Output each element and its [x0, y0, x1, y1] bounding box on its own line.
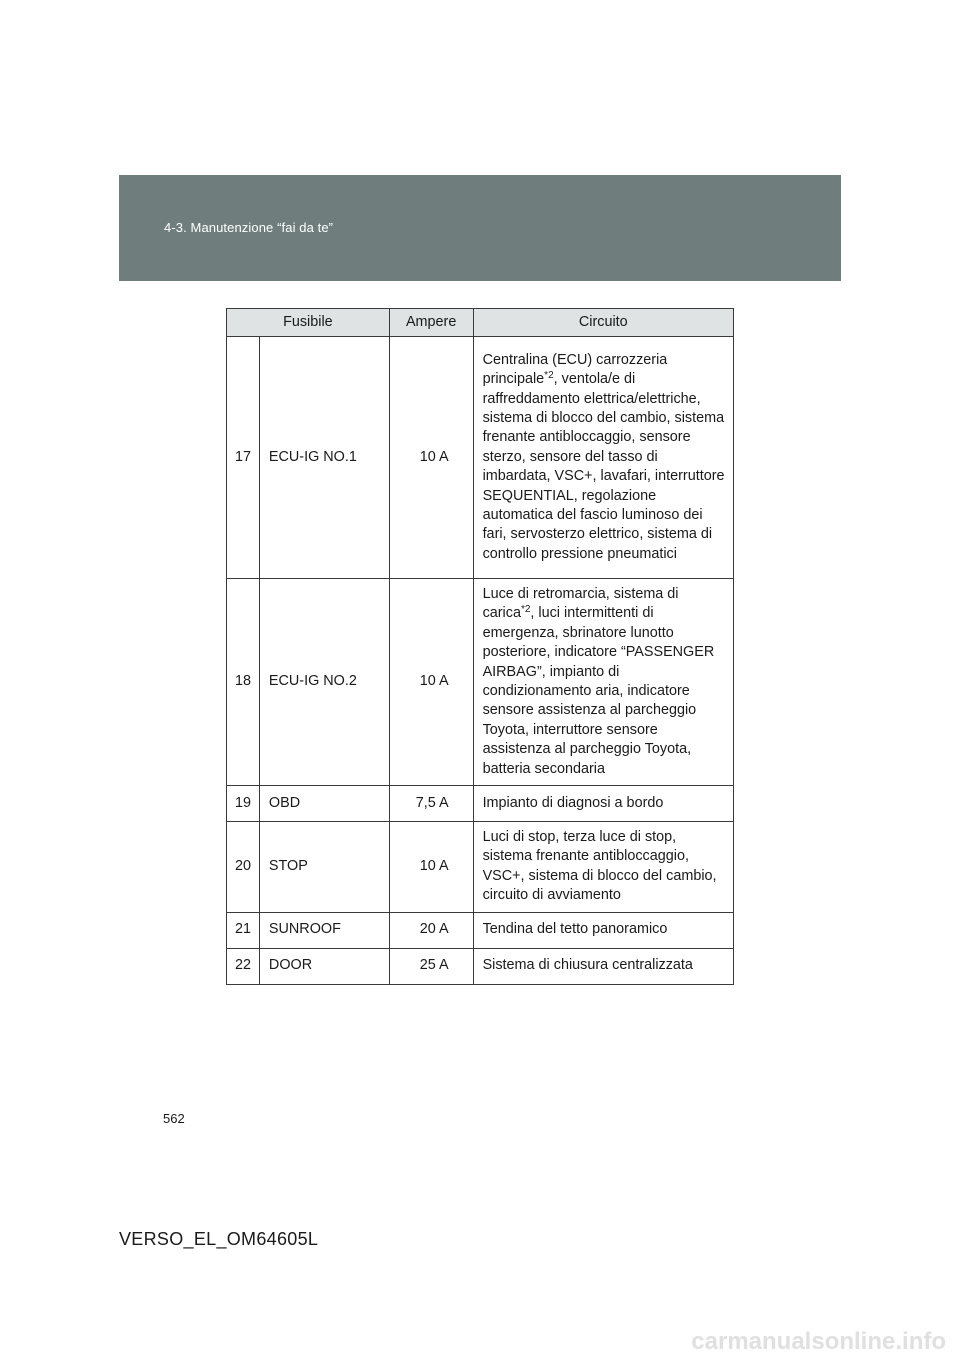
fuse-circuit	[473, 579, 733, 786]
section-header-band	[119, 175, 841, 281]
fuse-ampere: 7,5 A	[389, 786, 473, 822]
footnote-mark: *2	[544, 370, 554, 382]
fuse-ampere: 10 A	[389, 337, 473, 579]
fuse-circuit: Impianto di diagnosi a bordo	[473, 786, 733, 822]
fuse-name: OBD	[259, 786, 389, 822]
table-row	[227, 912, 734, 948]
fuse-ampere: 25 A	[389, 948, 473, 984]
circuit-text: Centralina (ECU) carrozzeria principale	[482, 351, 668, 388]
column-header-circuito: Circuito	[473, 309, 733, 337]
table-header-row	[227, 309, 734, 337]
table-row	[227, 579, 734, 786]
fuse-circuit: Luci di stop, terza luce di stop, sistema frenante antibloccaggio, VSC+, sistema di blocco del cambio, circuito di avviamento	[473, 822, 733, 913]
fuse-name: ECU-IG NO.1	[259, 337, 389, 579]
watermark: carmanualsonline.info	[691, 1328, 946, 1355]
fuse-ampere: 10 A	[389, 579, 473, 786]
circuit-text-continued: , luci intermittenti di emergenza, sbrinatore lunotto posteriore, indicatore “PASSENGER AIRBAG”, impianto di condizionamento aria, indicatore sensore assistenza al parcheggio Toyota, interruttore sensore assistenza al parcheggio Toyota, batteria secondaria	[482, 605, 715, 777]
fuse-number: 20	[227, 822, 260, 913]
table-row	[227, 786, 734, 822]
fuse-name: SUNROOF	[259, 912, 389, 948]
fuse-name: ECU-IG NO.2	[259, 579, 389, 786]
table-row	[227, 948, 734, 984]
footnote-mark: *2	[520, 604, 531, 616]
fuse-ampere: 10 A	[389, 822, 473, 913]
fuse-number: 19	[227, 786, 260, 822]
fuse-name: DOOR	[259, 948, 389, 984]
page-number: 562	[163, 1111, 185, 1126]
circuit-text-continued: , ventola/e di raffreddamento elettrica/elettriche, sistema di blocco del cambio, sistema frenante antibloccaggio, sensore sterzo, sensore del tasso di imbardata, VSC+, lavafari, interruttore SEQUENTIAL, regolazione automatica del fascio luminoso dei fari, servosterzo elettrico, sistema di controllo pressione pneumatici	[482, 371, 725, 562]
fuse-ampere: 20 A	[389, 912, 473, 948]
column-header-ampere: Ampere	[389, 309, 473, 337]
fuse-number: 21	[227, 912, 260, 948]
section-title: 4-3. Manutenzione “fai da te”	[164, 220, 334, 235]
column-header-fusibile: Fusibile	[227, 309, 390, 337]
fuse-table	[226, 308, 734, 985]
circuit-text: Luce di retromarcia, sistema di carica	[482, 586, 679, 622]
document-code: VERSO_EL_OM64605L	[119, 1229, 319, 1249]
fuse-number: 22	[227, 948, 260, 984]
fuse-number: 18	[227, 579, 260, 786]
table-row	[227, 337, 734, 579]
fuse-circuit: Tendina del tetto panoramico	[473, 912, 733, 948]
fuse-number: 17	[227, 337, 260, 579]
fuse-circuit	[473, 337, 733, 579]
fuse-name: STOP	[259, 822, 389, 913]
table-row	[227, 822, 734, 913]
fuse-circuit: Sistema di chiusura centralizzata	[473, 948, 733, 984]
